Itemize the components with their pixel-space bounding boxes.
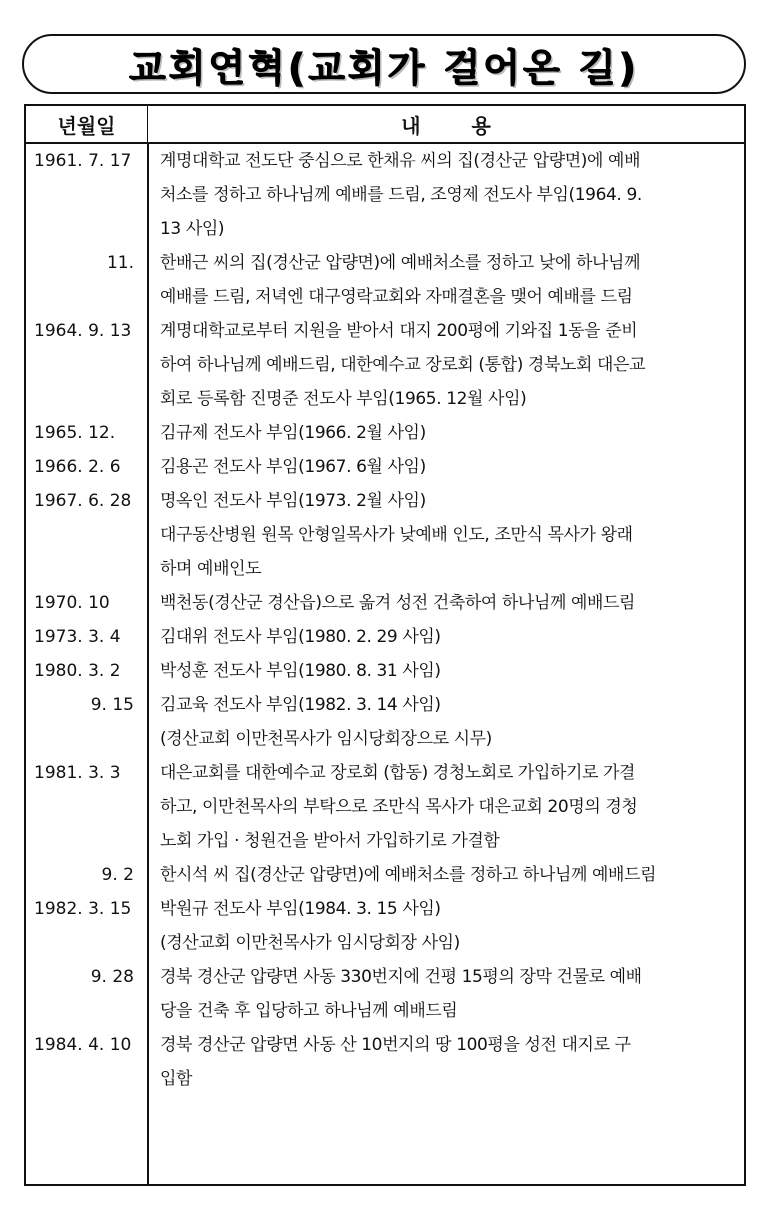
row-content [148, 892, 744, 960]
row-content [148, 586, 744, 620]
content-line: 박원규 전도사 부임(1984. 3. 15 사임) [160, 899, 441, 919]
row-content [148, 246, 744, 314]
content-line: 명옥인 전도사 부임(1973. 2월 사임) [160, 491, 426, 511]
content-line: 회로 등록함 진명준 전도사 부임(1965. 12월 사임) [160, 389, 527, 409]
row-date: 1980. 3. 2 [34, 661, 121, 681]
content-line: 박성훈 전도사 부임(1980. 8. 31 사임) [160, 661, 441, 681]
table-row [26, 246, 744, 314]
row-content [148, 620, 744, 654]
row-date: 1984. 4. 10 [34, 1035, 132, 1055]
row-content [148, 484, 744, 586]
content-line: 대은교회를 대한예수교 장로회 (합동) 경청노회로 가입하기로 가결 [160, 763, 636, 783]
row-date: 1965. 12. [34, 423, 116, 443]
content-line: 백천동(경산군 경산읍)으로 옮겨 성전 건축하여 하나님께 예배드림 [160, 593, 636, 613]
content-line: 대구동산병원 원목 안형일목사가 낮예배 인도, 조만식 목사가 왕래 [160, 525, 633, 545]
row-content [148, 756, 744, 858]
content-line: 하고, 이만천목사의 부탁으로 조만식 목사가 대은교회 20명의 경청 [160, 797, 638, 817]
content-line: 13 사임) [160, 219, 225, 239]
row-content [148, 1028, 744, 1096]
row-date: 1966. 2. 6 [34, 457, 121, 477]
header-date: 년월일 [26, 106, 148, 142]
content-line: 입함 [160, 1069, 193, 1089]
content-line: 김용곤 전도사 부임(1967. 6월 사임) [160, 457, 426, 477]
content-line: 한배근 씨의 집(경산군 압량면)에 예배처소를 정하고 낮에 하나님께 [160, 253, 641, 273]
content-line: 김규제 전도사 부임(1966. 2월 사임) [160, 423, 426, 443]
content-line: (경산교회 이만천목사가 임시당회장 사임) [160, 933, 460, 953]
table-row [26, 144, 744, 246]
table-row [26, 960, 744, 1028]
history-table [24, 104, 746, 1186]
table-header [26, 106, 744, 144]
table-row [26, 416, 744, 450]
row-content [148, 960, 744, 1028]
row-date: 1964. 9. 13 [34, 321, 132, 341]
table-row [26, 586, 744, 620]
content-line: 한시석 씨 집(경산군 압량면)에 예배처소를 정하고 하나님께 예배드림 [160, 865, 657, 885]
table-row [26, 858, 744, 892]
header-content: 내 용 [401, 113, 513, 138]
row-content [148, 654, 744, 688]
row-date: 1982. 3. 15 [34, 899, 132, 919]
row-date: 9. 2 [101, 865, 134, 885]
content-line: (경산교회 이만천목사가 임시당회장으로 시무) [160, 729, 492, 749]
row-content [148, 450, 744, 484]
content-line: 하며 예배인도 [160, 559, 262, 579]
content-line: 예배를 드림, 저녁엔 대구영락교회와 자매결혼을 맺어 예배를 드림 [160, 287, 633, 307]
table-body [26, 144, 744, 1184]
row-content [148, 688, 744, 756]
row-content [148, 144, 744, 246]
content-line: 김대위 전도사 부임(1980. 2. 29 사임) [160, 627, 441, 647]
title-banner [22, 34, 746, 94]
table-row [26, 484, 744, 586]
content-line: 노회 가입 · 청원건을 받아서 가입하기로 가결함 [160, 831, 500, 851]
content-line: 경북 경산군 압량면 사동 산 10번지의 땅 100평을 성전 대지로 구 [160, 1035, 631, 1055]
content-line: 처소를 정하고 하나님께 예배를 드림, 조영제 전도사 부임(1964. 9. [160, 185, 642, 205]
row-date: 11. [106, 253, 134, 273]
table-row [26, 756, 744, 858]
row-date: 9. 15 [90, 695, 134, 715]
content-line: 김교육 전도사 부임(1982. 3. 14 사임) [160, 695, 441, 715]
table-row [26, 620, 744, 654]
table-row [26, 892, 744, 960]
page-title: 교회연혁(교회가 걸어온 길) [129, 45, 639, 90]
content-line: 경북 경산군 압량면 사동 330번지에 건평 15평의 장막 건물로 예배 [160, 967, 642, 987]
row-date: 1970. 10 [34, 593, 110, 613]
content-line: 계명대학교 전도단 중심으로 한채유 씨의 집(경산군 압량면)에 예배 [160, 151, 641, 171]
table-row [26, 654, 744, 688]
row-date: 1967. 6. 28 [34, 491, 132, 511]
row-date: 1973. 3. 4 [34, 627, 121, 647]
row-content [148, 416, 744, 450]
row-content [148, 314, 744, 416]
table-row [26, 688, 744, 756]
content-line: 계명대학교로부터 지원을 받아서 대지 200평에 기와집 1동을 준비 [160, 321, 638, 341]
row-date: 1961. 7. 17 [34, 151, 132, 171]
content-line: 당을 건축 후 입당하고 하나님께 예배드림 [160, 1001, 458, 1021]
table-row [26, 314, 744, 416]
content-line: 하여 하나님께 예배드림, 대한예수교 장로회 (통합) 경북노회 대은교 [160, 355, 646, 375]
table-row [26, 1028, 744, 1096]
row-date: 9. 28 [90, 967, 134, 987]
row-content [148, 858, 744, 892]
row-date: 1981. 3. 3 [34, 763, 121, 783]
table-row [26, 450, 744, 484]
column-divider [147, 144, 149, 1184]
